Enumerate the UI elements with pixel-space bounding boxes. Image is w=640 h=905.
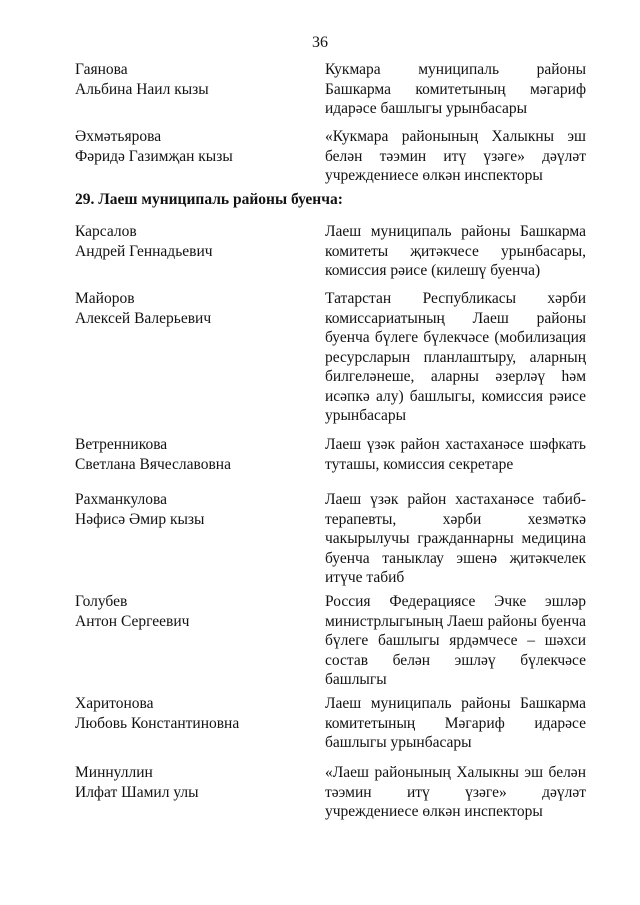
person-surname: Голубев <box>75 593 128 610</box>
person-given-names: Альбина Наил кызы <box>75 80 209 98</box>
person-name <box>75 694 305 733</box>
person-surname: Рахманкулова <box>75 491 167 508</box>
person-given-names: Алексей Валерьевич <box>75 309 212 327</box>
person-role: Лаеш үзәк район хастаханәсе табиб-терапевты, хәрби хезмәткә чакырылучы гражданнарны медицина буенча таныклау эшенә җитәкчелек итүче табиб <box>325 491 586 586</box>
person-surname: Майоров <box>75 290 135 307</box>
person-surname: Әхмәтьярова <box>75 128 162 145</box>
person-surname: Харитонова <box>75 695 154 712</box>
section-heading: 29. Лаеш муниципаль районы буенча: <box>75 191 343 208</box>
person-name <box>75 435 305 474</box>
person-role: Россия Федерациясе Эчке эшләр министрлыгының Лаеш районы буенча бүлеге башлыгы ярдәмчесе – шәхси состав белән эшләү бүлекчәсе башлыгы <box>325 593 586 688</box>
person-name <box>75 222 305 261</box>
person-given-names: Антон Сергеевич <box>75 612 190 630</box>
person-given-names: Светлана Вячеславовна <box>75 455 231 473</box>
person-surname: Карсалов <box>75 223 137 240</box>
person-name <box>75 490 305 529</box>
person-given-names: Фәридә Газимҗан кызы <box>75 147 233 165</box>
person-name <box>75 60 305 99</box>
person-role: «Лаеш районының Халыкны эш белән тәэмин итү үзәге» дәүләт учреждениесе өлкән инспекторы <box>325 764 586 820</box>
person-role: Лаеш муниципаль районы Башкарма комитетының Мәгариф идарәсе башлыгы урынбасары <box>325 695 586 751</box>
person-given-names: Любовь Константиновна <box>75 714 240 732</box>
person-role: Лаеш муниципаль районы Башкарма комитеты җитәкчесе урынбасары, комиссия рәисе (килешү буенча) <box>325 223 586 279</box>
person-name <box>75 289 305 328</box>
person-role: Кукмара муниципаль районы Башкарма комитетының мәгариф идарәсе башлыгы урынбасары <box>325 61 586 117</box>
page-number: 36 <box>312 34 328 51</box>
person-role: Татарстан Республикасы хәрби комиссариатының Лаеш районы буенча бүлеге бүлекчәсе (мобилизация ресурсларын планлаштыру, аларның билгеләнеше, аларны әзерләү һәм исәпкә алу) башлыгы, комиссия рәисе урынбасары <box>325 290 586 424</box>
person-surname: Миннуллин <box>75 764 153 781</box>
person-name <box>75 592 305 631</box>
person-name <box>75 763 305 802</box>
person-role: Лаеш үзәк район хастаханәсе шәфкать туташы, комиссия секретаре <box>325 436 586 473</box>
person-surname: Гаянова <box>75 61 128 78</box>
person-given-names: Нәфисә Әмир кызы <box>75 510 205 528</box>
person-role: «Кукмара районының Халыкны эш белән тәэмин итү үзәге» дәүләт учреждениесе өлкән инспекторы <box>325 128 586 184</box>
person-surname: Ветренникова <box>75 436 168 453</box>
person-name <box>75 127 305 166</box>
person-given-names: Илфат Шамил улы <box>75 783 199 801</box>
person-given-names: Андрей Геннадьевич <box>75 242 213 260</box>
